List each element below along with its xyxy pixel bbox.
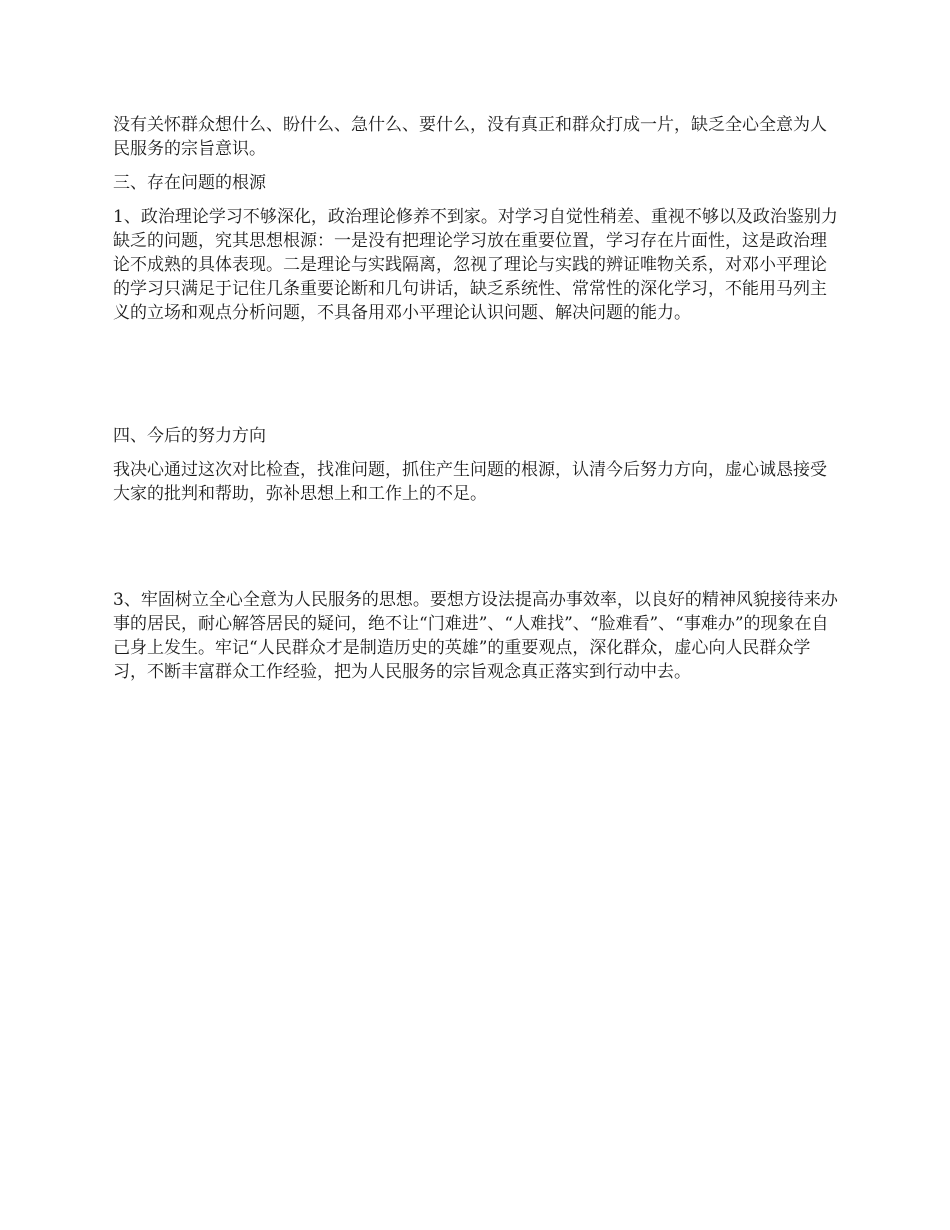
paragraph-intro: 没有关怀群众想什么、盼什么、急什么、要什么，没有真正和群众打成一片，缺乏全心全意为人民服务的宗旨意识。	[113, 115, 827, 159]
paragraph-direction: 我决心通过这次对比检查，找准问题，抓住产生问题的根源，认清今后努力方向，虚心诚恳接受大家的批判和帮助，弥补思想上和工作上的不足。	[113, 460, 827, 504]
paragraph-roots: 1、政治理论学习不够深化，政治理论修养不到家。对学习自觉性稍差、重视不够以及政治鉴别力缺乏的问题，究其思想根源：一是没有把理论学习放在重要位置，学习存在片面性，这是政治理论不成熟的具体表现。二是理论与实践隔离，忽视了理论与实践的辨证唯物关系，对邓小平理论的学习只满足于记住几条重要论断和几句讲话，缺乏系统性、常常性的深化学习，不能用马列主义的立场和观点分析问题，不具备用邓小平理论认识问题、解决问题的能力。	[113, 207, 838, 323]
section-heading-4: 四、今后的努力方向	[113, 426, 266, 446]
paragraph-service: 3、牢固树立全心全意为人民服务的思想。要想方设法提高办事效率，以良好的精神风貌接待来办事的居民，耐心解答居民的疑问，绝不让“门难进”、“人难找”、“脸难看”、“事难办”的现象在自己身上发生。牢记“人民群众才是制造历史的英雄”的重要观点，深化群众，虚心向人民群众学习，不断丰富群众工作经验，把为人民服务的宗旨观念真正落实到行动中去。	[113, 590, 838, 682]
section-heading-3: 三、存在问题的根源	[113, 173, 266, 193]
